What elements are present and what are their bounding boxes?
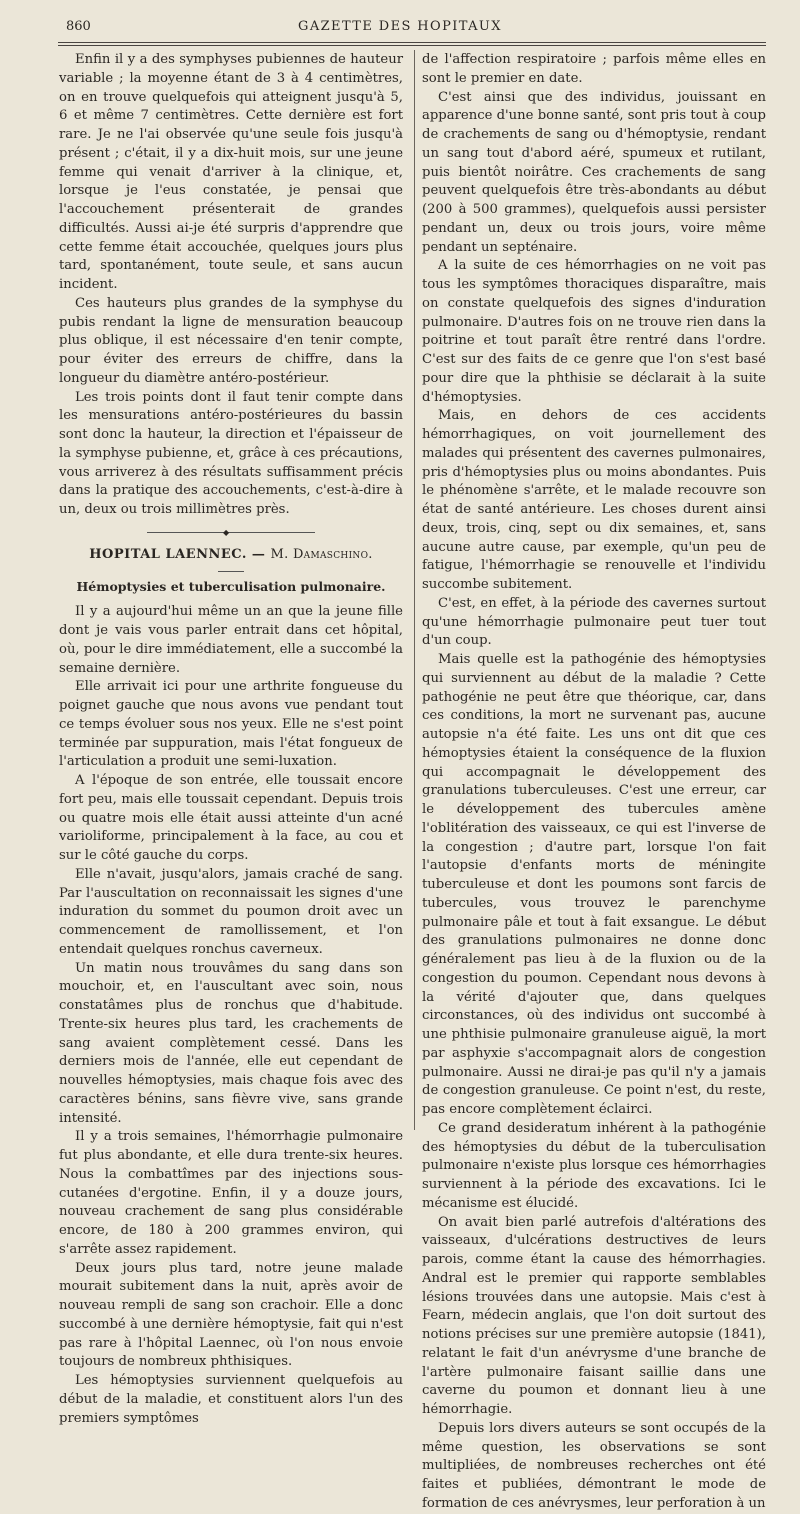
paragraph: Mais, en dehors de ces accidents hémorrhagiques, on voit journellement des malades qui présentent des cavernes pulmonaires, pris d'hémoptysies plus ou moins abondantes. Puis le phénomène s'arrête, et le malade recouvre son état de santé antérieure. Les choses durent ainsi deux, trois, cinq, sept ou dix semaines, et, sans aucune autre cause, par exemple, qu'un peu de fatigue, l'hémorrhagie se renouvelle et l'individu succombe subitement. xyxy=(422,408,766,592)
paragraph: Les trois points dont il faut tenir compte dans les mensurations antéro-postérieures du bassin sont donc la hauteur, la direction et l'épaisseur de la symphyse pubienne, et, grâce à ces précautions, vous arriverez à des résultats suffisamment précis dans la pratique des accouchements, c'est-à-dire à un, deux ou trois millimètres près. xyxy=(59,389,403,517)
header-rule-bottom xyxy=(58,45,766,46)
paragraph: A la suite de ces hémorrhagies on ne voit pas tous les symptômes thoraciques disparaître, mais on constate quelquefois des signes d'induration pulmonaire. D'autres fois on ne trouve rien dans la poitrine et tout paraît être rentré dans l'ordre. C'est sur des faits de ce genre que l'on s'est basé pour dire que la phthisie se déclarait à la suite d'hémoptysies. xyxy=(422,258,766,405)
heading-rule xyxy=(218,571,244,572)
hospital-name: HOPITAL LAENNEC. — xyxy=(89,546,266,562)
lecture-author: M. Damaschino. xyxy=(270,546,373,562)
section-separator xyxy=(147,527,315,537)
paragraph: Un matin nous trouvâmes du sang dans son mouchoir, et, en l'auscultant avec soin, nous constatâmes plus de ronchus que d'habitude. Trente-six heures plus tard, les crachements de sang avaient complètement cessé. Dans les derniers mois de l'année, elle eut cependant de nouvelles hémoptysies, mais chaque fois avec des caractères bénins, sans fièvre vive, sans grande intensité. xyxy=(59,960,403,1126)
left-column xyxy=(59,51,403,1428)
hospital-heading xyxy=(59,546,403,565)
right-column xyxy=(422,51,766,1514)
paragraph: Ces hauteurs plus grandes de la symphyse du pubis rendant la ligne de mensuration beaucoup plus oblique, il est nécessaire d'en tenir compte, pour éviter des erreurs de chiffre, dans la longueur du diamètre antéro-postérieur. xyxy=(59,295,403,386)
paragraph: On avait bien parlé autrefois d'altérations des vaisseaux, d'ulcérations destructives de leurs parois, comme étant la cause des hémorrhagies. Andral est le premier qui rapporte semblables lésions trouvées dans une autopsie. Mais c'est à Fearn, médecin anglais, que l'on doit surtout des notions précises sur une première autopsie (1841), relatant le fait d'un anévrysme d'une branche de l'artère pulmonaire faisant saillie dans une caverne du poumon et donnant lieu à une hémorrhagie. xyxy=(422,1214,766,1417)
paragraph: de l'affection respiratoire ; parfois même elles en sont le premier en date. xyxy=(422,52,766,86)
page-number: 860 xyxy=(66,19,91,34)
paragraph: Depuis lors divers auteurs se sont occupés de la même question, les observations se sont multipliées, de nombreuses recherches ont été faites et publiées, démontrant le mode de formation de ces anévrysmes, leur perforation à un xyxy=(422,1420,766,1511)
paragraph: Les hémoptysies surviennent quelquefois au début de la maladie, et constituent alors l'un des premiers symptômes xyxy=(59,1373,403,1426)
paragraph: Il y a trois semaines, l'hémorrhagie pulmonaire fut plus abondante, et elle dura trente-six heures. Nous la combattîmes par des injections sous-cutanées d'ergotine. Enfin, il y a douze jours, nouveau crachement de sang plus considérable encore, de 180 à 200 grammes environ, qui s'arrête assez rapidement. xyxy=(59,1129,403,1257)
paragraph: Il y a aujourd'hui même un an que la jeune fille dont je vais vous parler entrait dans cet hôpital, où, pour le dire immédiatement, elle a succombé la semaine dernière. xyxy=(59,604,403,676)
paragraph: Mais quelle est la pathogénie des hémoptysies qui surviennent au début de la maladie ? Cette pathogénie ne peut être que théorique, car, dans ces conditions, la mort ne survenant pas, aucune autopsie n'a été faite. Les uns ont dit que ces hémoptysies étaient la conséquence de la fluxion qui accompagnait le développement des granulations tuberculeuses. C'est une erreur, car le développement des tubercules amène l'oblitération des vaisseaux, ce qui est l'inverse de la congestion ; d'autre part, lorsque l'on fait l'autopsie d'enfants morts de méningite tuberculeuse et dont les poumons sont farcis de tubercules, vous trouvez le parenchyme pulmonaire pâle et tout à fait exsangue. Le début des granulations pulmonaires ne donne donc généralement pas lieu à de la fluxion ou de la congestion du poumon. Cependant nous devons à la vérité d'ajouter que, dans quelques circonstances, où des individus ont succombé à une phthisie pulmonaire granuleuse aiguë, la mort par asphyxie s'accompagnait alors de congestion pulmonaire. Aussi ne dirai-je pas qu'il n'y a jamais de congestion granuleuse. Ce point n'est, du reste, pas encore complètement éclairci. xyxy=(422,652,766,1117)
column-divider xyxy=(414,50,415,1130)
paragraph: Ce grand desideratum inhérent à la pathogénie des hémoptysies du début de la tuberculisation pulmonaire n'existe plus lorsque ces hémorrhagies surviennent à la période des excavations. Ici le mécanisme est élucidé. xyxy=(422,1120,766,1211)
paragraph: Enfin il y a des symphyses pubiennes de hauteur variable ; la moyenne étant de 3 à 4 centimètres, on en trouve quelquefois qui atteignent jusqu'à 5, 6 et même 7 centimètres. Cette dernière est fort rare. Je ne l'ai observée qu'une seule fois jusqu'à présent ; c'était, il y a dix-huit mois, sur une jeune femme qui venait d'arriver à la clinique, et, lorsque je l'eus constatée, je pensai que l'accouchement présenterait de grandes difficultés. Aussi ai-je été surpris d'apprendre que cette femme était accouchée, quelques jours plus tard, spontanément, toute seule, et sans aucun incident. xyxy=(59,52,403,292)
running-title: GAZETTE DES HOPITAUX xyxy=(298,19,502,34)
lecture-title: Hémoptysies et tuberculisation pulmonaire. xyxy=(76,578,386,594)
paragraph: A l'époque de son entrée, elle toussait encore fort peu, mais elle toussait cependant. Depuis trois ou quatre mois elle était aussi atteinte d'un acné varioliforme, principalement à la face, au cou et sur le côté gauche du corps. xyxy=(59,773,403,863)
header-rule-top xyxy=(58,42,766,43)
separator-ornament: ◆ xyxy=(223,527,230,537)
paragraph: Elle n'avait, jusqu'alors, jamais craché de sang. Par l'auscultation on reconnaissait les signes d'une induration du sommet du poumon droit avec un commencement de ramollissement, et l'on entendait quelques ronchus caverneux. xyxy=(59,866,403,957)
paragraph: C'est ainsi que des individus, jouissant en apparence d'une bonne santé, sont pris tout à coup de crachements de sang ou d'hémoptysie, rendant un sang tout d'abord aéré, spumeux et rutilant, puis bientôt noirâtre. Ces crachements de sang peuvent quelquefois être très-abondants au début (200 à 500 grammes), quelquefois aussi persister pendant un, deux ou trois jours, voire même pendant un septénaire. xyxy=(422,89,766,255)
paragraph: C'est, en effet, à la période des cavernes surtout qu'une hémorrhagie pulmonaire peut tuer tout d'un coup. xyxy=(422,595,766,649)
page-header xyxy=(0,0,800,48)
paragraph: Elle arrivait ici pour une arthrite fongueuse du poignet gauche que nous avons vue pendant tout ce temps évoluer sous nos yeux. Elle ne s'est point terminée par suppuration, mais l'état fongueux de l'articulation a produit une semi-luxation. xyxy=(59,679,403,770)
paragraph: Deux jours plus tard, notre jeune malade mourait subitement dans la nuit, après avoir de nouveau rempli de sang son crachoir. Elle a donc succombé à une dernière hémoptysie, fait qui n'est pas rare à l'hôpital Laennec, où l'on nous envoie toujours de nombreux phthisiques. xyxy=(59,1260,403,1370)
